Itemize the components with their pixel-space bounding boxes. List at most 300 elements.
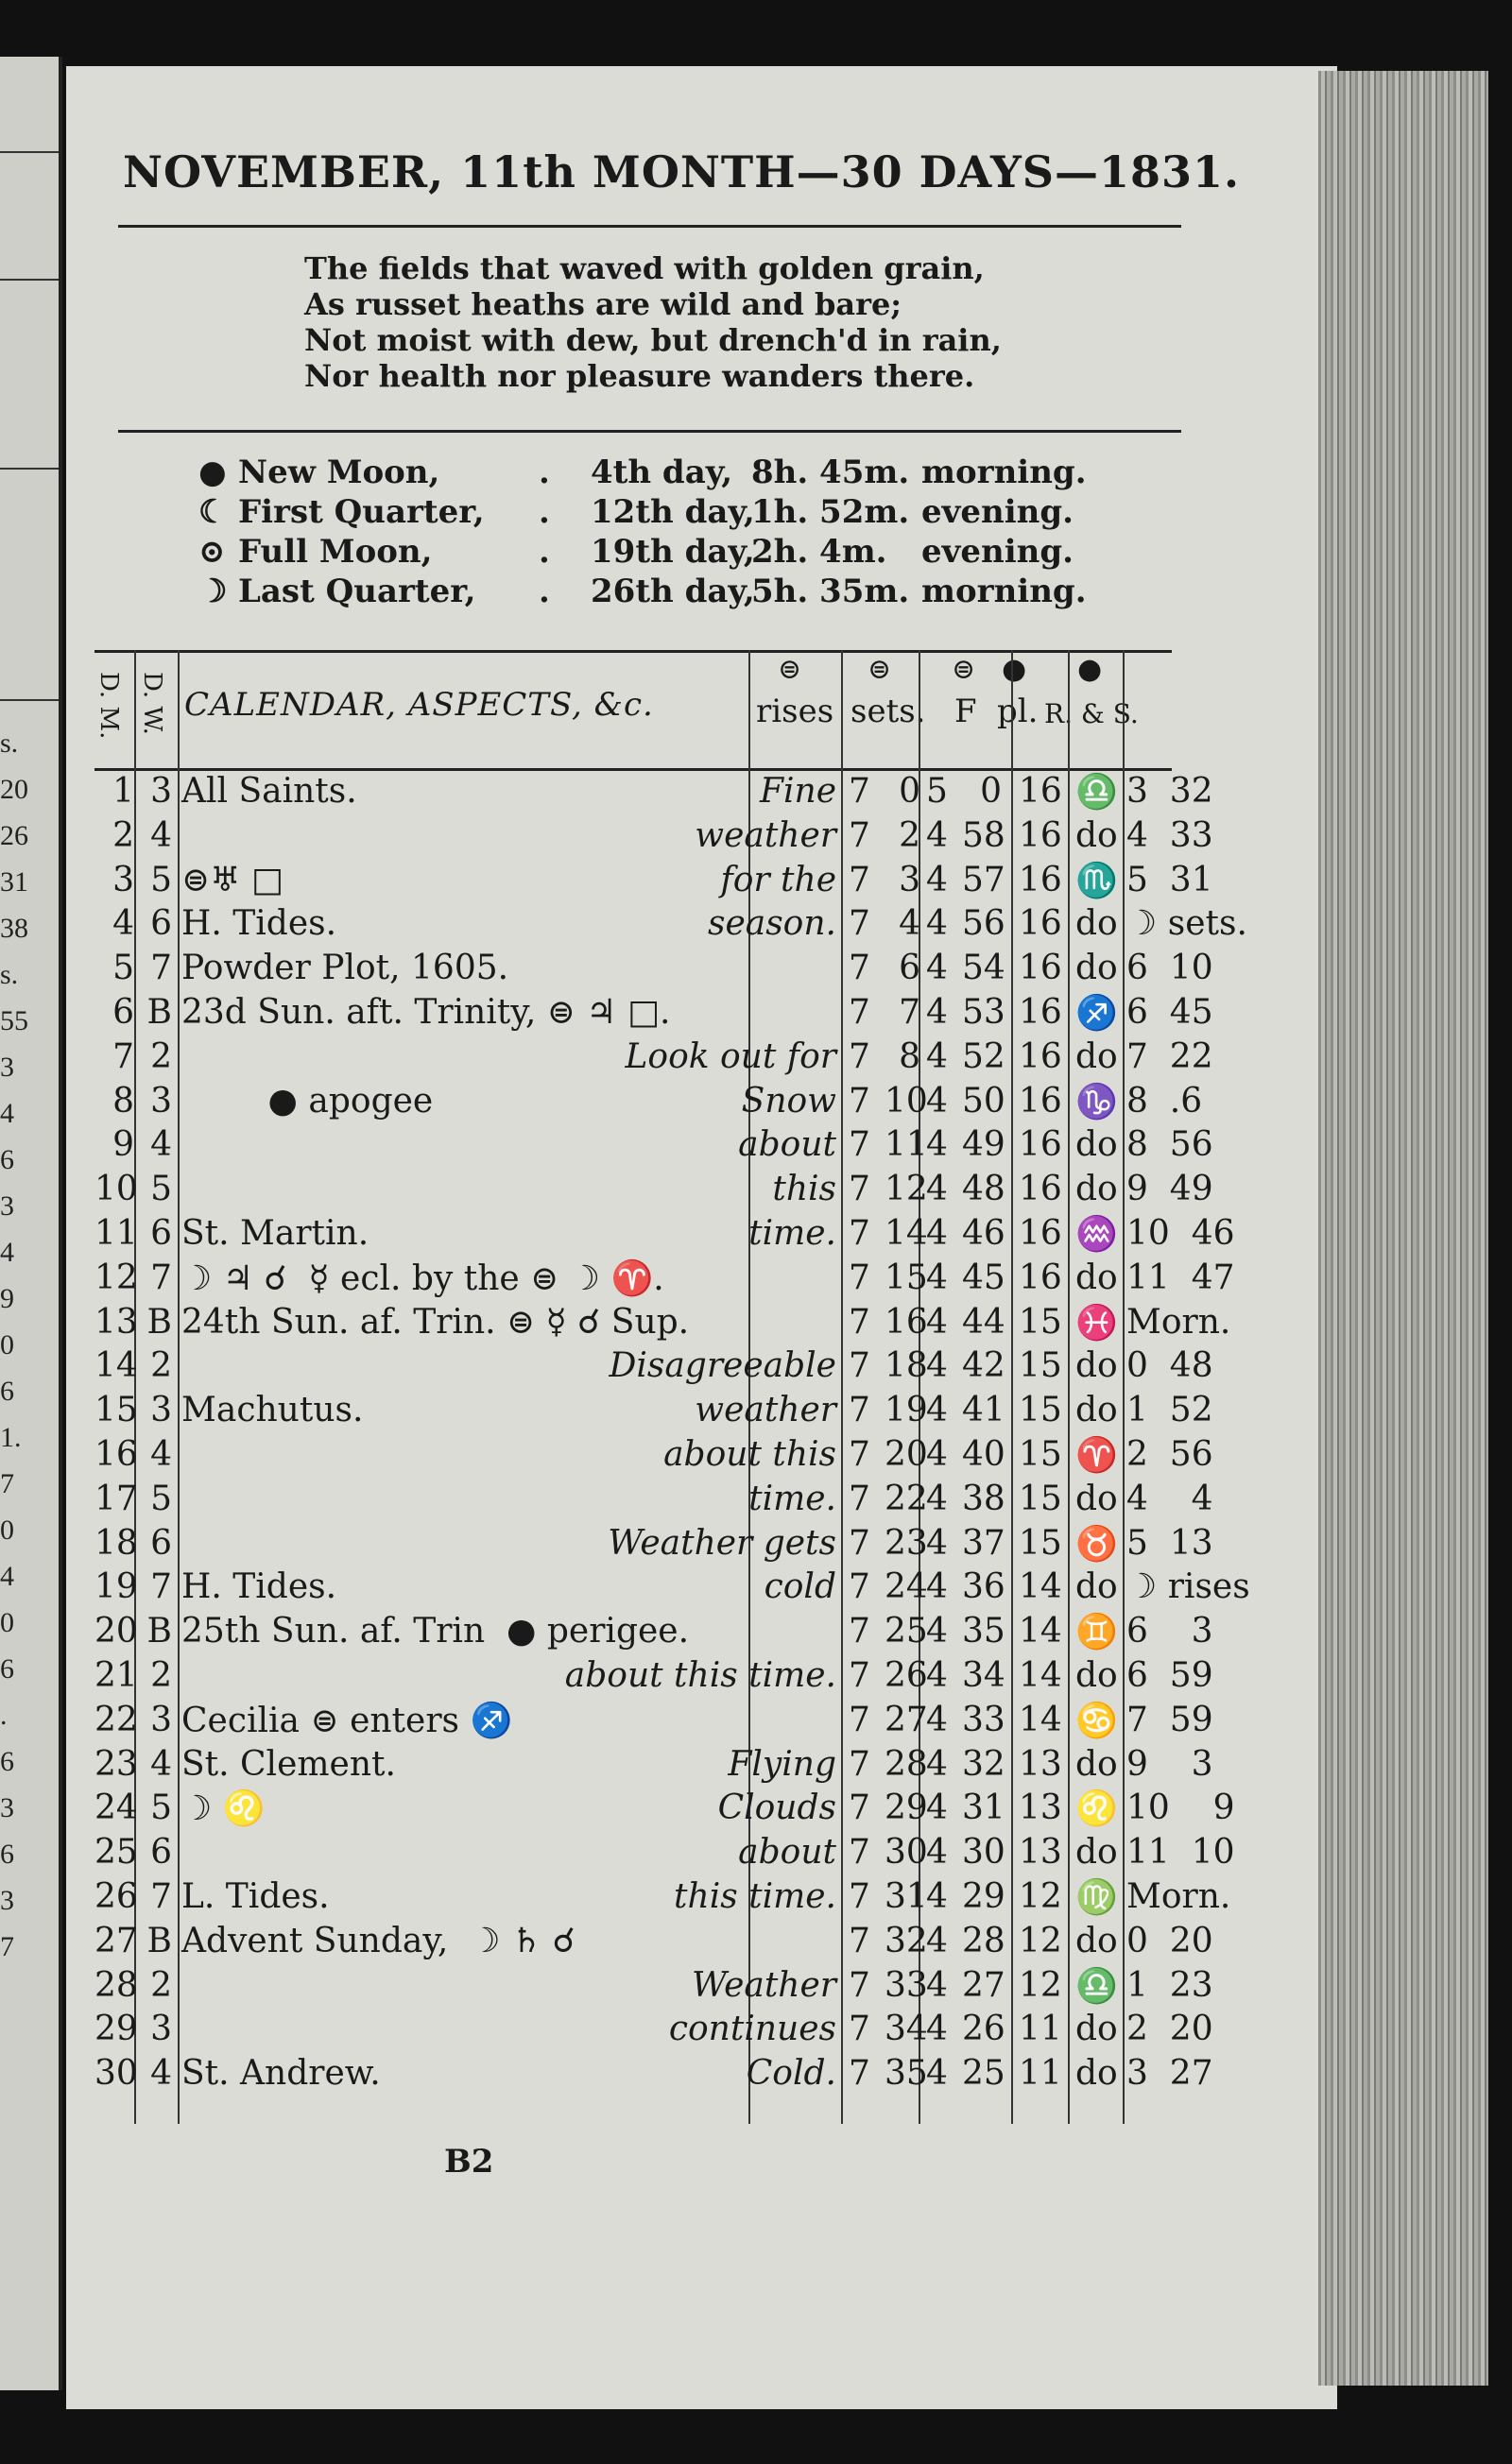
moon-rise-set: 2 20 — [1126, 2010, 1213, 2049]
sun-rise-hour: 7 — [849, 992, 870, 1032]
clock-fast: 16 — [1019, 772, 1062, 811]
sun-rise-hour: 7 — [849, 1523, 870, 1563]
day-of-week: 4 — [150, 1434, 172, 1474]
day-of-month: 6 — [112, 992, 134, 1032]
clock-fast: 16 — [1019, 1258, 1062, 1297]
sun-set-hour: 4 — [926, 1125, 948, 1165]
table-row — [94, 1652, 1213, 1697]
moon-place: do — [1075, 2010, 1118, 2049]
poem-line: Not moist with dew, but drench'd in rain, — [304, 322, 1002, 358]
calendar-entry: St. Clement. — [181, 1744, 396, 1784]
sun-set-minute: 50 — [962, 1081, 1005, 1121]
clock-fast: 16 — [1019, 1081, 1062, 1121]
sun-rise-hour: 7 — [849, 1833, 870, 1873]
day-of-month: 9 — [112, 1125, 134, 1165]
sun-rise-minute: 10 — [885, 1081, 928, 1121]
sun-set-hour: 4 — [926, 1788, 948, 1828]
prev-page-fragment: 4 — [0, 1098, 14, 1129]
sun-set-hour: 4 — [926, 1612, 948, 1651]
page-block-edge — [1318, 71, 1488, 2386]
sun-rise-hour: 7 — [849, 1125, 870, 1165]
sun-set-hour: 4 — [926, 992, 948, 1032]
sun-set-minute: 41 — [962, 1391, 1005, 1430]
table-row — [94, 1476, 1213, 1520]
sun-rise-minute: 0 — [899, 772, 920, 811]
sun-set-minute: 40 — [962, 1434, 1005, 1474]
calendar-entry: Advent Sunday, ☽ ♄ ☌ — [181, 1921, 576, 1960]
moon-rise-set: 3 27 — [1126, 2054, 1213, 2094]
moon-rise-set: 8 56 — [1126, 1125, 1213, 1165]
sun-rise-minute: 16 — [885, 1302, 928, 1342]
sun-set-minute: 0 — [980, 772, 1002, 811]
weather-note: for the — [720, 860, 836, 899]
weather-note: this — [772, 1170, 836, 1209]
poem-line: As russet heaths are wild and bare; — [304, 286, 902, 322]
table-row — [94, 1874, 1231, 1918]
calendar-entry: L. Tides. — [181, 1876, 330, 1916]
sun-rise-hour: 7 — [849, 1170, 870, 1209]
sun-rise-minute: 30 — [885, 1833, 928, 1873]
clock-fast: 12 — [1019, 1876, 1062, 1916]
table-row — [94, 1166, 1213, 1210]
moon-phase-time: 1h. 52m. — [751, 493, 910, 531]
sun-rise-minute: 33 — [885, 1965, 928, 2005]
day-of-week: B — [146, 1612, 172, 1651]
sun-set-minute: 45 — [962, 1258, 1005, 1297]
prev-page-fragment: s. — [0, 959, 19, 990]
weather-note: Clouds — [717, 1788, 836, 1828]
day-of-week: 6 — [150, 1833, 172, 1873]
clock-fast: 12 — [1019, 1921, 1062, 1960]
day-of-week: 5 — [150, 1170, 172, 1209]
prev-page-fragment: 38 — [0, 913, 28, 944]
table-row — [94, 900, 1247, 945]
calendar-entry: ● apogee — [181, 1081, 434, 1121]
moon-phase-period: evening. — [921, 533, 1074, 571]
clock-fast: 13 — [1019, 1788, 1062, 1828]
moon-place: do — [1075, 2054, 1118, 2094]
moon-rise-set: 4 4 — [1126, 1479, 1213, 1518]
moon-rise-set: 6 59 — [1126, 1655, 1213, 1695]
sun-set-minute: 48 — [962, 1170, 1005, 1209]
table-body — [94, 768, 1250, 2095]
clock-fast: 16 — [1019, 1125, 1062, 1165]
day-of-week: 7 — [150, 1876, 172, 1916]
moon-rise-set: 10 46 — [1126, 1213, 1235, 1253]
moon-rise-set: 1 23 — [1126, 1965, 1213, 2005]
sun-rise-hour: 7 — [849, 1921, 870, 1960]
sun-icon: ⊜ — [778, 653, 802, 686]
moon-rise-set: 1 52 — [1126, 1391, 1213, 1430]
previous-page-edge — [0, 57, 62, 2390]
table-row — [94, 945, 1213, 989]
day-of-month: 27 — [94, 1921, 138, 1960]
prev-page-fragment: 4 — [0, 1237, 14, 1268]
prev-page-rule — [0, 151, 59, 153]
sun-set-minute: 56 — [962, 904, 1005, 944]
weather-note: continues — [668, 2010, 836, 2049]
day-of-week: 7 — [150, 1258, 172, 1297]
day-of-month: 19 — [94, 1567, 138, 1607]
sun-set-hour: 4 — [926, 1744, 948, 1784]
sun-rise-hour: 7 — [849, 949, 870, 988]
clock-fast: 14 — [1019, 1567, 1062, 1607]
sun-rise-minute: 35 — [885, 2054, 928, 2094]
sun-set-hour: 4 — [926, 860, 948, 899]
header-calendar: CALENDAR, ASPECTS, &c. — [184, 686, 654, 724]
day-of-week: 5 — [150, 1788, 172, 1828]
clock-fast: 11 — [1019, 2010, 1062, 2049]
sun-set-minute: 57 — [962, 860, 1005, 899]
sun-rise-hour: 7 — [849, 1258, 870, 1297]
calendar-entry: St. Martin. — [181, 1213, 369, 1253]
sun-set-minute: 49 — [962, 1125, 1005, 1165]
clock-fast: 15 — [1019, 1391, 1062, 1430]
sun-set-hour: 4 — [926, 1567, 948, 1607]
moon-rise-set: 9 49 — [1126, 1170, 1213, 1209]
table-row — [94, 1034, 1213, 1078]
clock-fast: 15 — [1019, 1523, 1062, 1563]
sun-rise-minute: 23 — [885, 1523, 928, 1563]
weather-note: about — [738, 1833, 836, 1873]
day-of-month: 8 — [112, 1081, 134, 1121]
sun-rise-hour: 7 — [849, 815, 870, 855]
day-of-week: 6 — [150, 904, 172, 944]
moon-phase-period: morning. — [921, 573, 1087, 610]
sun-rise-minute: 32 — [885, 1921, 928, 1960]
clock-fast: 15 — [1019, 1346, 1062, 1386]
moon-place: ♈ — [1075, 1435, 1118, 1475]
day-of-month: 3 — [112, 860, 134, 899]
table-row — [94, 1785, 1235, 1829]
table-row — [94, 1962, 1213, 2007]
clock-fast: 16 — [1019, 904, 1062, 944]
sun-set-hour: 4 — [926, 1258, 948, 1297]
poem-rule — [118, 430, 1181, 433]
day-of-month: 5 — [112, 949, 134, 988]
moon-place: ♊ — [1075, 1613, 1118, 1652]
moon-rise-set: 4 33 — [1126, 815, 1213, 855]
prev-page-fragment: s. — [0, 727, 19, 759]
moon-place: ♑ — [1075, 1082, 1118, 1121]
moon-rise-set: 6 45 — [1126, 992, 1213, 1032]
moon-phase-day: 12th day, — [591, 493, 755, 531]
day-of-month: 15 — [94, 1391, 138, 1430]
moon-place: do — [1075, 1921, 1118, 1960]
sun-set-minute: 37 — [962, 1523, 1005, 1563]
table-row — [94, 2050, 1213, 2095]
table-header — [94, 650, 1172, 771]
moon-rise-set: 7 59 — [1126, 1700, 1213, 1739]
table-row — [94, 1918, 1213, 1962]
prev-page-fragment: 31 — [0, 866, 28, 898]
sun-rise-hour: 7 — [849, 1655, 870, 1695]
moon-phase-day: 26th day, — [591, 573, 755, 610]
prev-page-fragment: 20 — [0, 774, 28, 805]
header-rises: rises — [756, 693, 834, 730]
sun-rise-minute: 27 — [885, 1700, 928, 1739]
sun-rise-hour: 7 — [849, 1479, 870, 1518]
prev-page-fragment: 7 — [0, 1931, 14, 1962]
moon-phase-day: 19th day, — [591, 533, 755, 571]
header-fast: F — [954, 693, 977, 730]
sun-rise-hour: 7 — [849, 1036, 870, 1076]
calendar-entry: 25th Sun. af. Trin ● perigee. — [181, 1612, 690, 1651]
table-row — [94, 1210, 1235, 1255]
weather-note: time. — [748, 1479, 836, 1518]
moon-place: ♉ — [1075, 1524, 1118, 1564]
sun-set-minute: 38 — [962, 1479, 1005, 1518]
moon-place: do — [1075, 1833, 1118, 1873]
moon-phase-icon: ● — [198, 453, 227, 491]
table-row — [94, 813, 1213, 857]
sun-rise-hour: 7 — [849, 1744, 870, 1784]
clock-fast: 11 — [1019, 2054, 1062, 2094]
clock-fast: 13 — [1019, 1833, 1062, 1873]
moon-phase-time: 5h. 35m. — [751, 573, 910, 610]
sun-rise-hour: 7 — [849, 1434, 870, 1474]
sun-rise-minute: 20 — [885, 1434, 928, 1474]
prev-page-rule — [0, 699, 59, 701]
day-of-month: 28 — [94, 1965, 138, 2005]
sun-rise-hour: 7 — [849, 1213, 870, 1253]
sun-set-hour: 4 — [926, 2010, 948, 2049]
table-row — [94, 1741, 1213, 1786]
sun-set-hour: 4 — [926, 1479, 948, 1518]
sun-set-hour: 4 — [926, 1700, 948, 1739]
moon-rise-set: 11 10 — [1126, 1833, 1235, 1873]
moon-phase-name: Last Quarter, — [238, 573, 476, 610]
day-of-week: B — [146, 992, 172, 1032]
header-rises-sets: R. & S. — [1044, 698, 1139, 729]
moon-phase-icon: ⊙ — [198, 533, 226, 571]
sun-set-minute: 46 — [962, 1213, 1005, 1253]
day-of-week: 4 — [150, 815, 172, 855]
prev-page-fragment: 3 — [0, 1052, 14, 1083]
day-of-month: 10 — [94, 1170, 138, 1209]
leader-dot: . — [539, 453, 550, 491]
moon-place: do — [1075, 1744, 1118, 1784]
day-of-month: 21 — [94, 1655, 138, 1695]
table-row — [94, 1121, 1213, 1166]
sun-set-hour: 4 — [926, 1213, 948, 1253]
sun-rise-minute: 31 — [885, 1876, 928, 1916]
poem-line: Nor health nor pleasure wanders there. — [304, 358, 975, 394]
calendar-entry: ⊜♅ □ — [181, 860, 284, 899]
day-of-month: 18 — [94, 1523, 138, 1563]
sun-rise-hour: 7 — [849, 1081, 870, 1121]
moon-rise-set: ☽ rises — [1126, 1567, 1250, 1607]
day-of-week: B — [146, 1921, 172, 1960]
moon-place: do — [1075, 1655, 1118, 1695]
day-of-month: 20 — [94, 1612, 138, 1651]
moon-place: ♓ — [1075, 1303, 1118, 1343]
day-of-month: 29 — [94, 2010, 138, 2049]
sun-set-hour: 4 — [926, 1833, 948, 1873]
prev-page-fragment: 3 — [0, 1190, 14, 1222]
moon-phase-period: morning. — [921, 453, 1087, 491]
sun-rise-minute: 15 — [885, 1258, 928, 1297]
prev-page-fragment: 0 — [0, 1607, 14, 1638]
sun-rise-minute: 34 — [885, 2010, 928, 2049]
sun-set-minute: 32 — [962, 1744, 1005, 1784]
day-of-month: 1 — [112, 772, 134, 811]
sun-rise-hour: 7 — [849, 772, 870, 811]
leader-dot: . — [539, 533, 550, 571]
calendar-entry: 24th Sun. af. Trin. ⊜ ☿ ☌ Sup. — [181, 1302, 690, 1342]
moon-rise-set: 5 13 — [1126, 1523, 1213, 1563]
moon-rise-set: 6 10 — [1126, 949, 1213, 988]
moon-place: do — [1075, 1125, 1118, 1165]
moon-rise-set: Morn. — [1126, 1876, 1231, 1916]
sun-rise-hour: 7 — [849, 1612, 870, 1651]
sun-rise-minute: 12 — [885, 1170, 928, 1209]
sun-set-minute: 35 — [962, 1612, 1005, 1651]
weather-note: Disagreeable — [609, 1346, 836, 1386]
day-of-month: 23 — [94, 1744, 138, 1784]
moon-place: ♍ — [1075, 1877, 1118, 1917]
moon-phase-icon: ☾ — [198, 493, 228, 531]
sun-rise-hour: 7 — [849, 2010, 870, 2049]
prev-page-fragment: 6 — [0, 1376, 14, 1407]
clock-fast: 16 — [1019, 1170, 1062, 1209]
weather-note: Weather gets — [608, 1523, 836, 1563]
clock-fast: 12 — [1019, 1965, 1062, 2005]
moon-rise-set: 9 3 — [1126, 1744, 1213, 1784]
sun-rise-hour: 7 — [849, 904, 870, 944]
sun-set-minute: 36 — [962, 1567, 1005, 1607]
day-of-month: 7 — [112, 1036, 134, 1076]
day-of-week: 5 — [150, 1479, 172, 1518]
sun-set-hour: 5 — [926, 772, 948, 811]
moon-rise-set: Morn. — [1126, 1302, 1231, 1342]
sun-set-minute: 44 — [962, 1302, 1005, 1342]
moon-place: ♋ — [1075, 1701, 1118, 1740]
day-of-month: 4 — [112, 904, 134, 944]
clock-fast: 15 — [1019, 1479, 1062, 1518]
table-row — [94, 1299, 1231, 1343]
sun-set-minute: 54 — [962, 949, 1005, 988]
day-of-week: 3 — [150, 1700, 172, 1739]
sun-set-hour: 4 — [926, 1965, 948, 2005]
day-of-week: 7 — [150, 949, 172, 988]
moon-rise-set: ☽ sets. — [1126, 904, 1247, 944]
sun-set-minute: 28 — [962, 1921, 1005, 1960]
sun-rise-minute: 8 — [899, 1036, 920, 1076]
day-of-week: 6 — [150, 1523, 172, 1563]
folio-signature: B2 — [444, 2143, 494, 2181]
day-of-week: 3 — [150, 1081, 172, 1121]
calendar-entry: Machutus. — [181, 1391, 364, 1430]
sun-set-minute: 31 — [962, 1788, 1005, 1828]
prev-page-fragment: 26 — [0, 820, 28, 851]
sun-set-hour: 4 — [926, 1036, 948, 1076]
sun-set-hour: 4 — [926, 1170, 948, 1209]
day-of-month: 17 — [94, 1479, 138, 1518]
table-row — [94, 857, 1213, 901]
clock-fast: 16 — [1019, 1036, 1062, 1076]
prev-page-fragment: 0 — [0, 1514, 14, 1546]
table-row — [94, 1343, 1213, 1387]
calendar-entry: St. Andrew. — [181, 2054, 381, 2094]
weather-note: season. — [707, 904, 836, 944]
moon-icon: ● — [1077, 653, 1103, 686]
sun-rise-minute: 25 — [885, 1612, 928, 1651]
sun-set-hour: 4 — [926, 1876, 948, 1916]
day-of-week: 6 — [150, 1213, 172, 1253]
moon-place: do — [1075, 1258, 1118, 1297]
poem — [304, 250, 1002, 394]
day-of-week: 2 — [150, 1346, 172, 1386]
day-of-week: 4 — [150, 1125, 172, 1165]
clock-fast: 15 — [1019, 1302, 1062, 1342]
day-of-week: 4 — [150, 1744, 172, 1784]
day-of-week: 5 — [150, 860, 172, 899]
sun-rise-hour: 7 — [849, 1876, 870, 1916]
moon-phase-name: First Quarter, — [238, 493, 485, 531]
day-of-month: 13 — [94, 1302, 138, 1342]
sun-rise-hour: 7 — [849, 1391, 870, 1430]
moon-rise-set: 7 22 — [1126, 1036, 1213, 1076]
weather-note: time. — [748, 1213, 836, 1253]
moon-place: ♏ — [1075, 861, 1118, 900]
table-row — [94, 2006, 1213, 2050]
sun-set-minute: 42 — [962, 1346, 1005, 1386]
moon-place: do — [1075, 1391, 1118, 1430]
moon-phase-time: 2h. 4m. — [751, 533, 887, 571]
moon-rise-set: 10 9 — [1126, 1788, 1235, 1828]
title-rule — [118, 225, 1181, 228]
sun-set-minute: 34 — [962, 1655, 1005, 1695]
weather-note: Fine — [760, 772, 836, 811]
sun-rise-minute: 2 — [899, 815, 920, 855]
day-of-week: 3 — [150, 772, 172, 811]
day-of-month: 26 — [94, 1876, 138, 1916]
sun-icon: ⊜ — [868, 653, 892, 686]
day-of-week: 2 — [150, 1655, 172, 1695]
moon-place: do — [1075, 815, 1118, 855]
sun-rise-hour: 7 — [849, 1788, 870, 1828]
moon-rise-set: 0 48 — [1126, 1346, 1213, 1386]
weather-note: Flying — [728, 1744, 836, 1784]
moon-place: do — [1075, 904, 1118, 944]
sun-rise-minute: 14 — [885, 1213, 928, 1253]
prev-page-fragment: 6 — [0, 1839, 14, 1870]
day-of-week: 2 — [150, 1965, 172, 2005]
clock-fast: 15 — [1019, 1434, 1062, 1474]
moon-phase-name: New Moon, — [238, 453, 440, 491]
day-of-month: 16 — [94, 1434, 138, 1474]
moon-phase-name: Full Moon, — [238, 533, 433, 571]
calendar-entry: ☽ ♌ — [181, 1789, 266, 1829]
moon-rise-set: 8 .6 — [1126, 1081, 1203, 1121]
sun-rise-minute: 3 — [899, 860, 920, 899]
sun-rise-minute: 22 — [885, 1479, 928, 1518]
prev-page-fragment: 7 — [0, 1468, 14, 1499]
table-row — [94, 1387, 1213, 1431]
moon-place: ♎ — [1075, 1966, 1118, 2006]
sun-set-hour: 4 — [926, 2054, 948, 2094]
sun-icon: ⊜ — [952, 653, 976, 686]
day-of-week: 3 — [150, 2010, 172, 2049]
clock-fast: 16 — [1019, 1213, 1062, 1253]
moon-place: do — [1075, 1036, 1118, 1076]
sun-set-hour: 4 — [926, 1302, 948, 1342]
sun-set-minute: 58 — [962, 815, 1005, 855]
sun-rise-minute: 29 — [885, 1788, 928, 1828]
day-of-month: 30 — [94, 2054, 138, 2094]
table-row — [94, 1564, 1250, 1608]
